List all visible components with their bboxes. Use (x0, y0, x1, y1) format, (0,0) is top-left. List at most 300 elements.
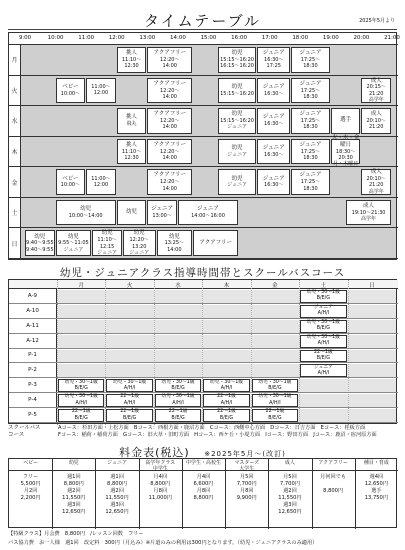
class-line: アクアフリー (153, 111, 187, 118)
fee-value: 8,800円 (323, 488, 344, 495)
class-line: ジュニア (299, 141, 322, 148)
bus-row (9, 289, 398, 304)
class-block (147, 139, 192, 165)
fee-column-header (182, 460, 225, 466)
bus-block-line: A/H/I (172, 400, 184, 406)
fee-column-header (312, 460, 355, 466)
fee-value: フリー (22, 474, 39, 480)
fee-value: 9,900円 (236, 495, 257, 502)
fee-value: 週2回 (283, 488, 297, 495)
fee-header-line: ベビー (23, 460, 39, 466)
day-label: 木 (9, 137, 21, 167)
day-row (9, 45, 398, 76)
class-line: 成人 (370, 77, 382, 84)
class-line: 幼児 (231, 50, 243, 57)
bus-section-title: 幼児・ジュニアクラス指導時間帯とスクールバスコース (59, 267, 346, 279)
bus-course-block (106, 379, 152, 392)
hour-label: 17:00 (261, 35, 278, 41)
bus-block-line: A/H/I (220, 400, 233, 406)
bus-time-label: A-11 (9, 319, 57, 333)
fee-column-values (139, 474, 182, 502)
class-line: ジュニア (262, 50, 285, 57)
bus-block-line: 22〜1級 (168, 409, 188, 415)
bus-course-block (203, 409, 249, 422)
fee-value: 8,800円 (150, 481, 171, 488)
class-line: ジュニア (63, 246, 84, 253)
page-title: タイムテーブル (143, 12, 262, 30)
bus-block-line: A/H/I (317, 341, 330, 347)
hour-label: 19:00 (322, 35, 339, 41)
bus-course-block (252, 394, 298, 407)
class-line: 18:30 (303, 63, 318, 70)
fee-value: 11,550円 (278, 495, 302, 502)
bus-day-label: 月 (78, 283, 84, 289)
fee-value: 12,650円 (105, 509, 129, 516)
class-line: 13:00〜 (152, 212, 172, 219)
fee-value: 12,650円 (278, 509, 302, 516)
fee-value: 13,750円 (364, 495, 389, 502)
class-line: 幼児 (231, 144, 243, 151)
class-block (25, 230, 55, 256)
class-line: 14:00 (162, 63, 177, 70)
class-block (147, 108, 192, 134)
fee-value: 選手 (371, 488, 382, 495)
bus-row (9, 408, 398, 423)
class-block (193, 230, 238, 256)
class-line: アクアフリー (153, 172, 187, 179)
class-line: ジュニア (262, 114, 285, 121)
day-label: 水 (9, 106, 21, 136)
class-line: 12:20〜 (160, 118, 180, 125)
fee-column-header (355, 460, 398, 466)
class-line: 19:10〜21:30 (351, 209, 386, 216)
class-line: 高学年 (368, 96, 384, 103)
class-line: 14:00 (162, 185, 177, 192)
class-line: ジュニア (151, 206, 174, 213)
bus-time-label: P-4 (9, 393, 57, 407)
fee-value: 週4回 (369, 474, 384, 480)
fee-column-header (9, 460, 52, 466)
class-line: 高学年 (368, 188, 384, 195)
class-block (117, 47, 147, 73)
class-line: 16:30〜 (264, 182, 284, 189)
fee-value: 12,650円 (364, 481, 389, 488)
fee-header-line: ジュニア (107, 460, 127, 466)
class-line: 10:00〜 (60, 90, 81, 97)
bus-block-line: A/H/I (317, 370, 330, 376)
bus-block-line: 幼児・30〜1級 (258, 394, 292, 400)
class-line: 12:20〜 (160, 56, 180, 63)
day-label: 火 (9, 76, 21, 106)
bus-course-block (300, 350, 346, 363)
title-bar (8, 8, 397, 30)
class-line: 12:00 (93, 182, 109, 189)
bus-block-line: 幼児・30〜1級 (306, 319, 340, 325)
class-line: 12:30 (124, 63, 139, 70)
class-block (257, 139, 290, 165)
bus-block-line: B/E/G (219, 415, 234, 421)
class-block (257, 47, 290, 73)
class-block (56, 78, 86, 104)
class-line: 17:25〜 (300, 87, 321, 94)
class-block (56, 230, 92, 256)
class-line: 9:40〜9:55 (26, 246, 54, 253)
class-block (346, 200, 391, 226)
class-line: 10:00〜14:00 (68, 212, 103, 219)
bus-time-label: A-9 (9, 289, 57, 303)
class-block (361, 108, 391, 134)
fee-value: 月8回 (153, 488, 168, 495)
fee-value: 週3回 (110, 502, 124, 509)
class-line: 17:25〜 (300, 179, 321, 186)
day-row (9, 228, 398, 259)
class-block (117, 200, 147, 226)
class-line: 11:10〜 (121, 56, 142, 63)
class-line: 20:10〜 (366, 118, 386, 125)
class-line: 選手 (340, 117, 352, 124)
class-block (218, 78, 257, 104)
class-block (291, 139, 330, 165)
bus-course-block (203, 394, 249, 407)
class-line: 12:20〜 (160, 87, 180, 94)
fee-table (8, 458, 397, 528)
bus-block-line: 22〜1級 (120, 394, 139, 400)
class-line: 成人 (363, 202, 375, 209)
bus-course-block (155, 379, 201, 392)
bus-day-label: 金 (272, 283, 278, 289)
bus-day-header (9, 280, 398, 289)
class-line: 14:00 (162, 124, 177, 131)
fee-value: 8,800円 (63, 481, 84, 488)
class-block (147, 200, 177, 226)
class-line: 成人 (370, 169, 382, 176)
bus-block-line: B/E/G (171, 415, 185, 421)
fee-column-header (95, 460, 138, 466)
day-row (9, 198, 398, 229)
fee-column-values (312, 474, 355, 495)
class-line: 18:30 (303, 185, 318, 192)
bus-block-line: ジュニア (313, 364, 333, 370)
hour-label: 9:00 (18, 35, 32, 41)
bus-block-line: 22〜1級 (217, 394, 236, 400)
fee-column-values (9, 474, 52, 502)
class-line: 20:15〜21:20 (366, 84, 386, 97)
bus-course-block (106, 409, 152, 422)
bus-block-line: A/H/I (75, 400, 87, 406)
class-line: 18:30 (303, 93, 318, 100)
fee-header-line: マスターズ (234, 460, 260, 466)
hour-label: 10:00 (47, 35, 64, 41)
fee-value: 2,200円 (20, 495, 41, 502)
class-line: 16:30〜 (264, 121, 284, 128)
fee-header-line: 幼児 (68, 460, 79, 466)
bus-block-line: A/H/I (123, 400, 136, 406)
bus-block-line: A/H/I (220, 385, 233, 391)
route-title: スクールバス コース (8, 425, 41, 438)
bus-day-label: 火 (126, 283, 133, 289)
class-block (147, 47, 192, 73)
fee-header-line: 高学年クラス (145, 460, 176, 466)
class-block (361, 169, 391, 195)
class-line: 高学年 (361, 216, 377, 223)
day-background (21, 45, 396, 75)
bus-row (9, 378, 398, 393)
fee-column-values (355, 474, 398, 502)
class-block (331, 108, 361, 134)
class-line: 挑人 (126, 141, 138, 148)
hour-label: 20:00 (353, 35, 370, 41)
hour-label: 11:00 (78, 35, 95, 41)
class-line: 17:25〜 (300, 56, 321, 63)
hour-axis (9, 33, 398, 45)
fee-value (312, 481, 355, 488)
class-line: 飛丸 (126, 121, 137, 128)
day-row (9, 106, 398, 137)
class-block (117, 108, 147, 134)
bus-block-line: A/H/I (269, 400, 281, 406)
class-line: ジュニア (227, 182, 247, 189)
class-block (117, 139, 147, 165)
fee-value: 週2回 (66, 488, 81, 495)
fee-header-line: 成人 (284, 460, 295, 466)
class-block (147, 169, 192, 195)
fee-column-values (95, 474, 138, 516)
bus-block-line: B/E/G (316, 296, 330, 302)
fee-value: 週3回 (283, 502, 297, 509)
bus-course-block (300, 364, 346, 377)
bus-block-line: 幼児・30〜1級 (64, 394, 98, 400)
bus-course-block (300, 320, 346, 333)
bus-course-block (106, 394, 152, 407)
bus-row (9, 363, 398, 378)
class-line: 幼児 (168, 233, 180, 240)
class-block (361, 78, 391, 104)
fee-value: 8,800円 (193, 495, 214, 502)
bus-block-line: B/E/G (268, 385, 282, 391)
fee-column-header (139, 460, 182, 472)
class-line: 9:40〜9:55 (26, 240, 54, 247)
class-line: アクアフリー (153, 80, 187, 87)
fee-value: 11,550円 (62, 495, 86, 502)
bus-block-line: B/E/G (171, 385, 185, 391)
class-line: 18:30 (303, 154, 318, 161)
bus-block-line: 22〜1級 (120, 409, 139, 415)
class-line: 幼児 (101, 230, 113, 237)
bus-course-block (155, 394, 201, 407)
class-line: 11:10〜 (121, 148, 142, 155)
route-line-2: Fコース：稲荷・稲荷方面 Gコース：旧大草・旧町方面 Hコース：西ケ丘・小堤方面 Iコース：野田方面 Jコース：鹿沼・宿河原方面 (58, 431, 377, 438)
day-row (9, 76, 398, 107)
class-line: 幼児 (231, 83, 243, 90)
bus-block-line: 幼児・30〜1級 (161, 379, 195, 385)
fee-section-title: 料金表(税込) ※2025年5月～(改訂) (119, 446, 286, 459)
bus-course-block (300, 290, 346, 303)
class-line: 20:10〜21:20 (366, 176, 386, 189)
class-line: 幼児 (80, 206, 92, 213)
hour-label: 13:00 (139, 35, 156, 41)
class-line: アクアフリー (153, 50, 187, 57)
bus-block-line: 22〜1級 (313, 349, 333, 355)
class-line: 12:20〜 (160, 148, 180, 155)
class-block (178, 200, 238, 226)
fee-value: 週2回 (110, 488, 124, 495)
bus-block-line: 幼児・30〜1級 (306, 290, 340, 296)
class-line: 11:10〜12:15 (97, 237, 117, 250)
class-line: ジュニア (227, 151, 247, 158)
bus-course-table (8, 279, 397, 424)
bus-course-block (252, 409, 298, 422)
class-block (257, 169, 290, 195)
fee-value: 7,700円 (236, 481, 257, 488)
day-label: 土 (9, 198, 21, 228)
bus-block-line: A/H/I (317, 311, 330, 317)
fee-value: 11,550円 (105, 495, 129, 502)
class-line: 12:20〜 (160, 179, 180, 186)
class-block (257, 78, 290, 104)
day-label: 日 (9, 228, 21, 258)
class-line: 10:00〜 (60, 182, 81, 189)
fee-column-values (225, 474, 268, 502)
bus-time-label: P-1 (9, 349, 57, 363)
day-row (9, 167, 398, 198)
bus-block-line: B/E/G (316, 326, 330, 332)
bus-block-line: 幼児・30〜1級 (209, 379, 244, 385)
class-block (123, 230, 156, 256)
fee-header-row (9, 459, 398, 471)
class-line: ジュニア (97, 249, 118, 256)
class-line: 幼児 (133, 230, 145, 237)
bus-course-block (58, 409, 104, 422)
route-list (58, 425, 393, 439)
class-line: 14:00 (162, 154, 177, 161)
fee-value: 8,800円 (107, 481, 128, 488)
bus-block-line: 幼児・30〜1級 (306, 334, 340, 340)
bus-day-label: 水 (175, 283, 181, 289)
class-line: アクアフリー (153, 141, 187, 148)
fee-footnote-1: 【特級クラス】月会費 8,800円 /レッスン回数 フリー (8, 531, 144, 537)
fee-value: 月5回 (283, 474, 297, 480)
fee-value: 月8回 (239, 488, 254, 495)
class-line: ジュニア (129, 249, 150, 256)
bus-time-label: A-10 (9, 304, 57, 318)
bus-row (9, 304, 398, 319)
class-block (86, 78, 116, 104)
bus-time-label: A-12 (9, 334, 57, 348)
fee-header-line: 中学生 (152, 466, 168, 472)
fee-header-line: 大学生 (239, 466, 255, 472)
class-block (56, 169, 86, 195)
day-row (9, 137, 398, 168)
bus-block-line: 幼児・30〜1級 (258, 379, 292, 385)
fee-value: 月2回 (23, 488, 38, 495)
class-line: 挑人 (126, 114, 138, 121)
class-line: アクアフリー (199, 239, 232, 246)
class-block (291, 47, 330, 73)
bus-course-block (58, 379, 104, 392)
bus-time-label: P-3 (9, 378, 57, 392)
class-line: ジュニア (227, 124, 247, 131)
class-block (291, 78, 330, 104)
fee-column-values (182, 474, 225, 502)
fee-column-header (225, 460, 268, 472)
bus-course-block (203, 379, 249, 392)
class-line: 幼児 (231, 175, 243, 182)
class-line: 15:15〜16:20 (220, 118, 254, 125)
bus-course-block (58, 394, 104, 407)
bus-block-line: 22〜1級 (217, 409, 236, 415)
class-line: 13:25〜14:00 (164, 240, 185, 253)
bus-block-line: ジュニア (313, 305, 333, 311)
class-block (86, 169, 116, 195)
class-line: ジュニア (299, 80, 322, 87)
bus-block-line: 22〜1級 (71, 409, 91, 415)
bus-block-line: 幼児・30〜1級 (161, 394, 195, 400)
fee-value: 週1回 (66, 474, 81, 480)
fee-value: 月5回 (239, 474, 254, 480)
class-line: 16:15〜16:20 (220, 63, 254, 70)
hour-label: 21:00 (384, 35, 400, 41)
fee-header-line: 種目・育成 (363, 460, 389, 466)
hour-label: 12:00 (108, 35, 125, 41)
fee-value: 5,500円 (20, 481, 41, 488)
fee-column-values (52, 474, 95, 516)
class-line: ジュニア (262, 175, 285, 182)
bus-row (9, 334, 398, 349)
fee-value: 12,650円 (62, 509, 86, 516)
route-line-1: Aコース：杉田方面・上松方面 Bコース：西根方面・鹿沼方面 Cコース：西側中心方面 Dコース：日吉方面 Eコース：桂板方面 (58, 425, 366, 431)
class-line: 16:30〜17:25 (264, 56, 284, 70)
class-line: 15:15〜16:20 (220, 90, 254, 97)
class-block (157, 230, 193, 256)
bus-course-block (155, 409, 201, 422)
class-line: 18:30〜20:30 (335, 148, 356, 162)
class-line: ジュニア (262, 83, 285, 90)
class-line: 12:20〜13:20 (129, 237, 149, 250)
class-line: ジュニア (299, 111, 322, 118)
bus-block-line: 22〜1級 (265, 409, 285, 415)
class-line: 幼児 (231, 111, 243, 118)
bus-course-block (300, 335, 346, 348)
day-label: 月 (9, 45, 21, 75)
fee-column-header (268, 460, 311, 466)
class-line: ジュニア (197, 206, 219, 213)
bus-block-line: B/E/G (74, 385, 88, 391)
class-block (291, 108, 330, 134)
fee-value: 月何回でも (320, 474, 347, 480)
class-block (218, 47, 257, 73)
class-block (257, 108, 290, 134)
bus-time-label: P-2 (9, 363, 57, 377)
class-line: 18:30 (303, 124, 318, 131)
fee-value: 7,700円 (279, 481, 300, 488)
fee-value: 月4回 (153, 474, 168, 480)
bus-row (9, 393, 398, 408)
fee-value: 週1回 (110, 474, 124, 480)
fee-value: 11,000円 (148, 495, 172, 502)
class-block (218, 169, 257, 195)
fee-column-values (268, 474, 311, 516)
class-line: 11:00〜 (91, 175, 111, 182)
class-line: 12:00 (93, 90, 109, 97)
class-line: 12:30 (124, 154, 139, 161)
class-line: 16:30〜 (264, 90, 284, 97)
class-block (147, 78, 192, 104)
class-block (218, 139, 257, 165)
effective-date-note: 2025年5月より (359, 18, 395, 24)
bus-block-line: A/H/I (123, 385, 136, 391)
bus-course-block (300, 305, 346, 318)
fee-value: 週3回 (66, 502, 81, 509)
